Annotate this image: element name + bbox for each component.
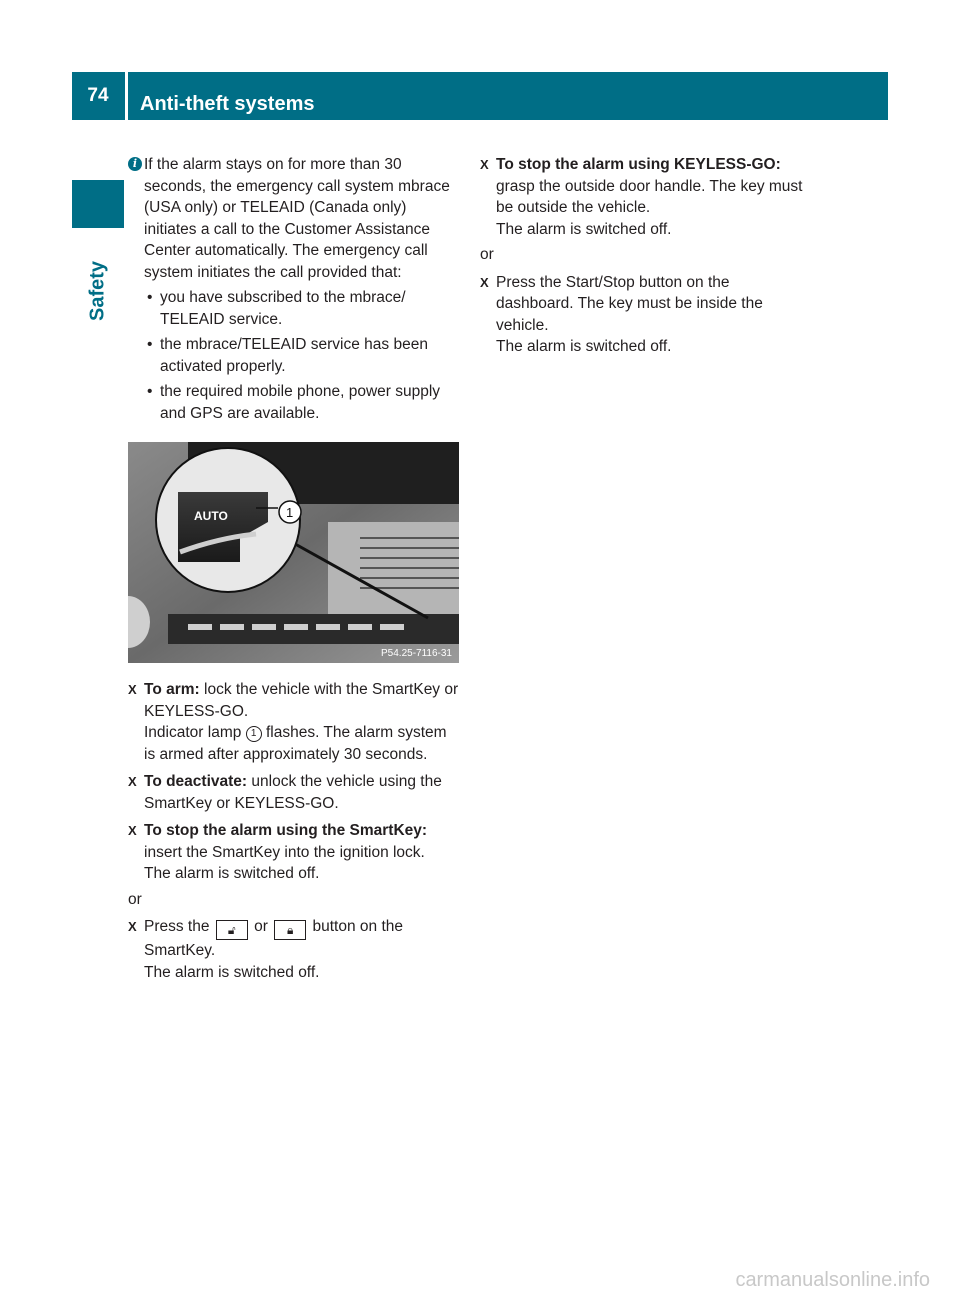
step-arrow-icon: X — [128, 823, 137, 838]
lock-key-icon: 🔒︎ — [274, 920, 306, 940]
step-press-button: X Press the 🔓︎ or 🔒︎ button on the SmartKey. The alarm is switched off. — [128, 918, 403, 981]
bullet-item: • the mbrace/TELEAID service has been activated properly. — [147, 336, 428, 375]
step-arrow-icon: X — [480, 274, 489, 290]
step-arm: X To arm: lock the vehicle with the SmartKey or KEYLESS-GO. Indicator lamp 1 flashes. The alarm system is armed after approximately 30 seconds. — [128, 681, 459, 763]
left-column — [128, 154, 462, 983]
step-arrow-icon: X — [128, 682, 137, 697]
step-arrow-icon: X — [128, 919, 137, 934]
step-stop-keyless: X To stop the alarm using KEYLESS-GO: grasp the outside door handle. The key must be outside the vehicle. The alarm is switched off. — [480, 156, 803, 238]
step-deactivate: X To deactivate: unlock the vehicle using the SmartKey or KEYLESS-GO. — [128, 773, 442, 812]
dashboard-figure — [128, 442, 459, 663]
unlock-key-icon: 🔓︎ — [216, 920, 248, 940]
figure-caption: P54.25-7116-31 — [381, 648, 452, 659]
auto-label: AUTO — [194, 509, 228, 523]
header-separator — [125, 72, 128, 120]
section-title: Anti-theft systems — [140, 93, 315, 115]
figure-callout: 1 — [286, 505, 294, 520]
right-column — [480, 154, 810, 358]
info-icon: i — [128, 157, 142, 171]
dashboard-photo — [128, 442, 459, 663]
step-arrow-icon: X — [128, 774, 137, 789]
bullet-item: • the required mobile phone, power supply and GPS are available. — [147, 383, 441, 422]
or-label: or — [128, 890, 142, 908]
side-tab — [72, 180, 124, 228]
info-paragraph: i If the alarm stays on for more than 30 seconds, the emergency call system mbrace (USA only) or TELEAID (Canada only) initiates a call to the Customer Assistance Center automatically. The emergency call system initiates the call provided that: — [128, 154, 462, 283]
or-label: or — [480, 246, 494, 263]
page-number: 74 — [87, 85, 109, 106]
watermark: carmanualsonline.info — [735, 1269, 930, 1291]
step-start-stop: X Press the Start/Stop button on the dashboard. The key must be inside the vehicle. The alarm is switched off. — [480, 273, 763, 355]
step-arrow-icon: X — [480, 157, 489, 172]
bullet-item: • you have subscribed to the mbrace/ TELEAID service. — [147, 289, 406, 328]
callout-1-icon: 1 — [246, 726, 262, 742]
side-label: Safety — [86, 260, 109, 322]
step-stop-smartkey: X To stop the alarm using the SmartKey: insert the SmartKey into the ignition lock. The alarm is switched off. — [128, 822, 428, 882]
